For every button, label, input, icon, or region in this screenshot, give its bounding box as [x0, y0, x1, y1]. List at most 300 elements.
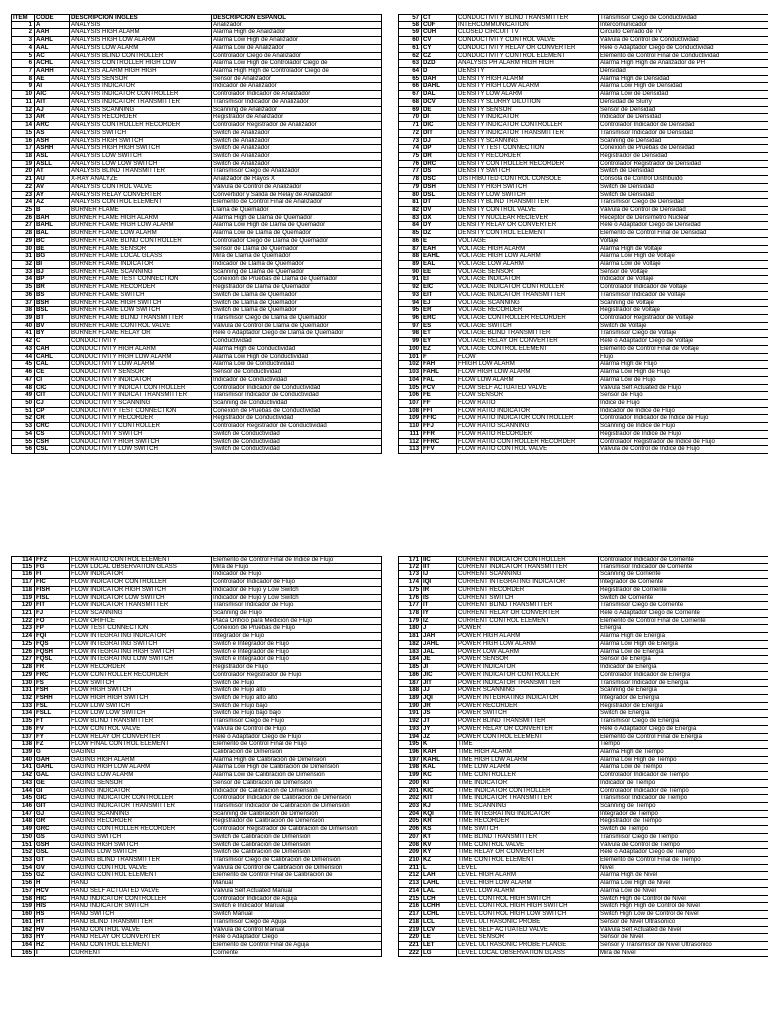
item-desc-es: Controlador Ciego de Llama de Quemador	[212, 238, 382, 245]
item-desc-en: CURRENT INTEGRATING INDICATOR	[457, 579, 599, 586]
item-desc-es: Válvula de Control de Densidad	[599, 207, 768, 214]
item-number: 115	[11, 564, 35, 571]
table-row	[11, 741, 382, 749]
table-row	[398, 22, 768, 30]
item-number: 94	[398, 300, 422, 307]
item-number: 56	[11, 446, 35, 453]
item-desc-es: Transmisor Ciego de Densidad	[599, 199, 768, 206]
item-desc-es: Analizador de Rayos X	[212, 176, 382, 183]
item-code: FISH	[35, 587, 70, 594]
item-desc-es: Alarma Low de Densidad	[599, 91, 768, 98]
table-row	[11, 803, 382, 811]
item-desc-en: VOLTAGE HIGH ALARM	[457, 246, 599, 253]
item-desc-en: FLOW LOW SWITCH	[70, 703, 212, 710]
item-desc-en: TIME INDICATOR CONTROLLER	[457, 788, 599, 795]
item-number: 205	[398, 818, 422, 825]
table-row	[398, 37, 768, 45]
item-desc-es: Mira de Flujo	[212, 564, 382, 571]
item-desc-en: VOLTAGE SENSOR	[457, 269, 599, 276]
item-code: FIT	[35, 602, 70, 609]
item-desc-es: Alarma Low de Calibración de Dimensión	[212, 772, 382, 779]
item-desc-en: FLOW CONTROLLER RECORDER	[70, 672, 212, 679]
item-code: JZ	[422, 734, 457, 741]
item-desc-en: BURNER FLAME HIGH ALARM	[70, 215, 212, 222]
item-number: 208	[398, 842, 422, 849]
item-desc-es: Elemento de Control Final de Voltaje	[599, 346, 768, 353]
item-number: 41	[11, 330, 35, 337]
item-code: FY	[35, 734, 70, 741]
item-desc-en: ANALYSIS ALARM HIGH HIGH	[70, 68, 212, 75]
item-desc-es: Circuito Cerrado de TV	[599, 29, 768, 36]
item-desc-es: Válvula de Control de Analizador	[212, 184, 382, 191]
table-row	[11, 207, 382, 215]
item-desc-en: GAGING BLIND TRANSMITTER	[70, 857, 212, 864]
item-number: 66	[398, 83, 422, 90]
item-desc-en: TIME	[457, 741, 599, 748]
item-code: KI	[422, 780, 457, 787]
item-desc-es: Elemento de Control Final de Aguja	[212, 942, 382, 949]
item-desc-es: Válvula de Control de Tiempo	[599, 842, 768, 849]
item-code: EIT	[422, 292, 457, 299]
table-row	[398, 346, 768, 354]
item-desc-en: POWER INTEGRATING INDICATOR	[457, 695, 599, 702]
item-code: E	[422, 238, 457, 245]
item-desc-es: Switch de Energía	[599, 710, 768, 717]
table-row	[11, 818, 382, 826]
item-code: CIC	[35, 385, 70, 392]
item-number: 36	[11, 292, 35, 299]
item-desc-es: Switch de Llama de Quemador	[212, 300, 382, 307]
item-desc-es: Controlador Indicador de Energía	[599, 672, 768, 679]
item-code: BAH	[35, 215, 70, 222]
item-desc-es: Válvula de Control de Flujo	[212, 726, 382, 733]
item-code: AT	[35, 168, 70, 175]
table-row	[398, 726, 768, 734]
item-number: 189	[398, 695, 422, 702]
item-number: 102	[398, 361, 422, 368]
item-number: 135	[11, 718, 35, 725]
item-desc-en: DENSITY BLIND TRANSMITTER	[457, 199, 599, 206]
table-row	[11, 649, 382, 657]
item-desc-es: Switch de Flujo bajo bajo	[212, 710, 382, 717]
item-desc-es: Indicador de Analizador	[212, 83, 382, 90]
item-desc-en: FLOW LOW LOW SWITCH	[70, 710, 212, 717]
item-desc-en: CONDUCTIVITY HIGH LOW ALARM	[70, 354, 212, 361]
item-desc-en: GAGING RECORDER	[70, 818, 212, 825]
item-code: FFV	[422, 446, 457, 453]
table-row	[398, 919, 768, 927]
table-row	[398, 564, 768, 572]
table-row	[11, 888, 382, 896]
item-code: ASL	[35, 153, 70, 160]
item-desc-en: CONDUCTIVITY SWITCH	[70, 431, 212, 438]
item-desc-en: ANALYSIS LOW LOW SWITCH	[70, 161, 212, 168]
table-row	[11, 618, 382, 626]
table-row	[11, 76, 382, 84]
table-row	[11, 431, 382, 439]
item-desc-es: Indicador de Flujo y Low Switch	[212, 595, 382, 602]
item-code: JE	[422, 656, 457, 663]
item-desc-es: Scanning de Indice de Flujo	[599, 423, 768, 430]
item-desc-es: Switch de Densidad	[599, 192, 768, 199]
item-code: IIC	[422, 557, 457, 563]
item-code: DZD	[422, 60, 457, 67]
item-number: 15	[11, 130, 35, 137]
item-desc-es: Alarma Low de Flujo	[599, 377, 768, 384]
item-desc-es: Registrador de Conductividad	[212, 415, 382, 422]
table-row	[398, 687, 768, 695]
item-number: 46	[11, 369, 35, 376]
item-desc-en: CONDUCTIVITY INDICAT CONTROLLER	[70, 385, 212, 392]
item-code: LAH	[422, 872, 457, 879]
table-row	[398, 857, 768, 865]
item-number: 93	[398, 292, 422, 299]
item-desc-es: Válvula de Control de Indice de Flujo	[599, 446, 768, 453]
item-desc-en: FLOW CONTROL VALVE	[70, 726, 212, 733]
item-desc-es: Switch e Integrador de Flujo	[212, 656, 382, 663]
item-number: 1	[11, 22, 35, 29]
item-number: 24	[11, 199, 35, 206]
item-code: AC	[35, 53, 70, 60]
item-desc-es: Transmisor Ciego de Energía	[599, 718, 768, 725]
item-number: 141	[11, 764, 35, 771]
table-block-2	[398, 14, 768, 454]
item-desc-en: FLOW INDICATOR	[70, 571, 212, 578]
item-desc-es: Elemento de Control Final de Flujo	[212, 741, 382, 748]
item-desc-es: Alarma Low de Conductividad	[212, 361, 382, 368]
item-desc-en: DENSITY SCANNING	[457, 138, 599, 145]
item-code: CUH	[422, 29, 457, 36]
item-number: 171	[398, 557, 422, 563]
item-desc-es: Relé o Adaptador Ciego de Voltaje	[599, 338, 768, 345]
item-desc-en: FLOW RATIO CONTROLLER RECORDER	[457, 439, 599, 446]
item-desc-es: Scanning de Analizador	[212, 107, 382, 114]
item-number: 29	[11, 238, 35, 245]
item-code: KAL	[422, 764, 457, 771]
item-code: GZ	[35, 872, 70, 879]
table-row	[398, 253, 768, 261]
item-desc-es: Alarma High de Nivel	[599, 872, 768, 879]
item-desc-en: LEVEL SELF ACTUATED VALVE	[457, 927, 599, 934]
item-number: 26	[11, 215, 35, 222]
table-row	[11, 872, 382, 880]
item-desc-en: BURNER FLAME BLIND TRANSMITTER	[70, 315, 212, 322]
item-desc-es: Transmisor Ciego de Conductividad	[599, 15, 768, 21]
table-row	[398, 300, 768, 308]
item-code: IT	[422, 602, 457, 609]
item-number: 185	[398, 664, 422, 671]
table-row	[11, 60, 382, 68]
item-number: 131	[11, 687, 35, 694]
item-desc-en: VOLTAGE RECORDER	[457, 307, 599, 314]
item-desc-en: HAND INDICATOR SWITCH	[70, 903, 212, 910]
table-row	[398, 392, 768, 400]
item-desc-en: ANALYSIS SENSOR	[70, 76, 212, 83]
table-row	[398, 323, 768, 331]
table-row	[398, 83, 768, 91]
item-number: 22	[11, 184, 35, 191]
item-desc-en: FLOW BLIND TRANSMITTER	[70, 718, 212, 725]
table-row	[398, 834, 768, 842]
item-number: 145	[11, 795, 35, 802]
item-desc-en: GAGING CONTROL VALVE	[70, 865, 212, 872]
item-number: 134	[11, 710, 35, 717]
item-desc-es: Válvula de Control Manual	[212, 927, 382, 934]
item-desc-es: Registrador de Corriente	[599, 587, 768, 594]
item-number: 90	[398, 269, 422, 276]
item-code: FE	[422, 392, 457, 399]
item-code: BAHL	[35, 222, 70, 229]
item-number: 125	[11, 641, 35, 648]
item-desc-en: BURNER FLAME SWITCH	[70, 292, 212, 299]
item-desc-es: Relé o Adaptador Ciego de Energía	[599, 726, 768, 733]
item-desc-es: Alarma Low High de Flujo	[599, 369, 768, 376]
item-code: BE	[35, 246, 70, 253]
item-desc-en: BURNER FLAME BLIND CONTROLLER	[70, 238, 212, 245]
item-code: LCL	[422, 919, 457, 926]
item-desc-es: Densidad	[599, 68, 768, 75]
item-code: AJ	[35, 107, 70, 114]
item-code: FI	[35, 571, 70, 578]
item-number: 105	[398, 385, 422, 392]
item-desc-en: FLOW RATIO CONTROL VALVE	[457, 446, 599, 453]
item-desc-en: VOLTAGE SWITCH	[457, 323, 599, 330]
item-desc-en: FLOW LOW ALARM	[457, 377, 599, 384]
table-row	[398, 99, 768, 107]
item-number: 83	[398, 215, 422, 222]
item-desc-es: Alarma Low de Nivel	[599, 888, 768, 895]
item-desc-en: FLOW RECORDER	[70, 664, 212, 671]
table-row	[398, 408, 768, 416]
item-number: 51	[11, 408, 35, 415]
item-code: KAH	[422, 749, 457, 756]
item-code: ACHL	[35, 60, 70, 67]
item-desc-en: LEVEL SENSOR	[457, 934, 599, 941]
item-desc-en: DENSITY TEST CONNECTION	[457, 145, 599, 152]
table-row	[11, 284, 382, 292]
item-desc-en: CURRENT BLIND TRANSMITTER	[457, 602, 599, 609]
item-desc-en: GAGING LOW SWITCH	[70, 849, 212, 856]
item-number: 133	[11, 703, 35, 710]
item-desc-en: POWER HIGH ALARM	[457, 633, 599, 640]
item-number: 190	[398, 703, 422, 710]
item-desc-en: CURRENT RECORDER	[457, 587, 599, 594]
item-code: HT	[35, 919, 70, 926]
table-row	[11, 114, 382, 122]
item-number: 197	[398, 757, 422, 764]
item-desc-es: Receptor de Densímetro Nuclear	[599, 215, 768, 222]
table-row	[398, 672, 768, 680]
item-desc-en: GAGING CONTROLLER RECORDER	[70, 826, 212, 833]
item-code: ERC	[422, 315, 457, 322]
item-number: 126	[11, 649, 35, 656]
table-row	[11, 199, 382, 207]
table-row	[398, 749, 768, 757]
item-desc-en: DENSITY RELAY OR CONVERTER	[457, 222, 599, 229]
item-code: CAHL	[35, 354, 70, 361]
item-number: 9	[11, 83, 35, 90]
item-number: 151	[11, 842, 35, 849]
item-code: IJ	[422, 571, 457, 578]
item-desc-en: LEVEL LOCAL OBSERVATION GLASS	[457, 950, 599, 957]
item-desc-es: Controlador Indicador de Tiempo	[599, 788, 768, 795]
item-desc-en: POWER INDICATOR CONTROLLER	[457, 672, 599, 679]
item-number: 80	[398, 192, 422, 199]
item-code: BV	[35, 323, 70, 330]
table-row	[398, 307, 768, 315]
table-row	[11, 942, 382, 950]
table-row	[11, 330, 382, 338]
item-desc-es: Controlador Ciego de Analizador	[212, 53, 382, 60]
table-row	[11, 703, 382, 711]
item-number: 92	[398, 284, 422, 291]
item-desc-es: Integrador de Corriente	[599, 579, 768, 586]
table-row	[398, 76, 768, 84]
item-code: LCV	[422, 927, 457, 934]
item-desc-es: Switch de Analizador	[212, 138, 382, 145]
table-row	[398, 145, 768, 153]
item-number: 25	[11, 207, 35, 214]
item-number: 137	[11, 734, 35, 741]
item-desc-es: Elemento de Control Final de Analizador	[212, 199, 382, 206]
item-code: BSL	[35, 307, 70, 314]
item-code: JQI	[422, 695, 457, 702]
item-code: AAH	[35, 29, 70, 36]
table-row	[398, 826, 768, 834]
item-desc-en: LEVEL HIGH LOW ALARM	[457, 880, 599, 887]
item-desc-es: Alarma Low High de Voltaje	[599, 253, 768, 260]
item-desc-es: Indicador de Energía	[599, 664, 768, 671]
item-desc-es: Switch High Low de Control de Nivel	[599, 911, 768, 918]
item-desc-es: Switch de Densidad	[599, 168, 768, 175]
table-row	[398, 238, 768, 246]
item-desc-en: HAND SELF ACTUATED VALVE	[70, 888, 212, 895]
item-code: IZ	[422, 618, 457, 625]
item-desc-en: ANALYSIS BLIND CONTROLLER	[70, 53, 212, 60]
table-row	[11, 849, 382, 857]
item-code: CE	[35, 369, 70, 376]
item-desc-en: FLOW INDICATOR TRANSMITTER	[70, 602, 212, 609]
item-number: 19	[11, 161, 35, 168]
item-number: 43	[11, 346, 35, 353]
table-row	[398, 934, 768, 942]
item-number: 139	[11, 749, 35, 756]
item-number: 27	[11, 222, 35, 229]
item-number: 192	[398, 718, 422, 725]
item-number: 214	[398, 888, 422, 895]
item-code: CSL	[35, 446, 70, 453]
item-code: LCHL	[422, 911, 457, 918]
table-row	[398, 338, 768, 346]
item-desc-en: FLOW RATIO RECORDER	[457, 431, 599, 438]
table-row	[398, 641, 768, 649]
item-desc-es: Indicador de Flujo y Low Switch	[212, 587, 382, 594]
item-desc-es: Alarma Low High de Calibración de Dimensión	[212, 764, 382, 771]
item-desc-en: ANALYSIS	[70, 22, 212, 29]
item-number: 144	[11, 788, 35, 795]
item-code: CUF	[422, 22, 457, 29]
item-code: AI	[35, 83, 70, 90]
item-code: ASLL	[35, 161, 70, 168]
item-desc-en: POWER LOW ALARM	[457, 649, 599, 656]
item-number: 110	[398, 423, 422, 430]
item-code: JT	[422, 718, 457, 725]
item-number: 121	[11, 610, 35, 617]
item-code: FSLL	[35, 710, 70, 717]
table-row	[398, 29, 768, 37]
item-number: 35	[11, 284, 35, 291]
item-number: 67	[398, 91, 422, 98]
item-desc-es: Transmisor Ciego de Tiempo	[599, 834, 768, 841]
table-row	[398, 222, 768, 230]
table-row	[11, 664, 382, 672]
table-row	[11, 130, 382, 138]
item-number: 129	[11, 672, 35, 679]
table-row	[11, 710, 382, 718]
item-number: 82	[398, 207, 422, 214]
item-code: BAL	[35, 230, 70, 237]
item-number: 18	[11, 153, 35, 160]
item-number: 73	[398, 138, 422, 145]
item-number: 116	[11, 571, 35, 578]
item-desc-en: CONDUCTIVITY SCANNING	[70, 400, 212, 407]
item-desc-en: FLOW	[457, 354, 599, 361]
item-desc-es: Registrador de Flujo	[212, 664, 382, 671]
item-code: JAH	[422, 633, 457, 640]
item-desc-es: Alarma Low de Analizador	[212, 45, 382, 52]
item-desc-es: Scanning de Calibración de Dimensión	[212, 811, 382, 818]
item-desc-es: Switch de Llama de Quemador	[212, 292, 382, 299]
table-row	[11, 911, 382, 919]
item-desc-es: Registrador de Voltaje	[599, 307, 768, 314]
item-desc-en: FLOW RELAY OR CONVERTER	[70, 734, 212, 741]
item-desc-es: Convertidor y Salida de Relay de Analizador	[212, 192, 382, 199]
item-code: DY	[422, 222, 457, 229]
item-desc-es: Relé o Adaptador Ciego de Llama de Quemador	[212, 330, 382, 337]
item-code: CY	[422, 45, 457, 52]
item-code: GIC	[35, 795, 70, 802]
table-row	[398, 315, 768, 323]
item-desc-es: Transmisor Ciego de Analizador	[212, 168, 382, 175]
item-desc-es: Alarma High de Calibración de Dimensión	[212, 757, 382, 764]
table-row	[11, 764, 382, 772]
table-row	[11, 292, 382, 300]
item-code: GV	[35, 865, 70, 872]
item-number: 4	[11, 45, 35, 52]
item-number: 40	[11, 323, 35, 330]
table-row	[398, 618, 768, 626]
table-row	[398, 903, 768, 911]
item-number: 3	[11, 37, 35, 44]
item-desc-es: Switch de Flujo alto alto	[212, 695, 382, 702]
item-code: AAL	[35, 45, 70, 52]
item-desc-en: CONDUCTIVITY SENSOR	[70, 369, 212, 376]
table-row	[398, 423, 768, 431]
item-number: 63	[398, 60, 422, 67]
table-row	[11, 400, 382, 408]
table-row	[398, 369, 768, 377]
item-desc-es: Switch de Voltaje	[599, 323, 768, 330]
item-desc-en: HAND CONTROL ELEMENT	[70, 942, 212, 949]
item-desc-es: Controlador Indicador de Corriente	[599, 557, 768, 563]
item-code: FO	[35, 618, 70, 625]
item-desc-es: Switch e Integrador de Flujo	[212, 649, 382, 656]
table-row	[398, 788, 768, 796]
item-code: C	[35, 338, 70, 345]
item-code: DX	[422, 215, 457, 222]
item-code: IQI	[422, 579, 457, 586]
item-desc-en: ANALYSIS HIGH LOW ALARM	[70, 37, 212, 44]
